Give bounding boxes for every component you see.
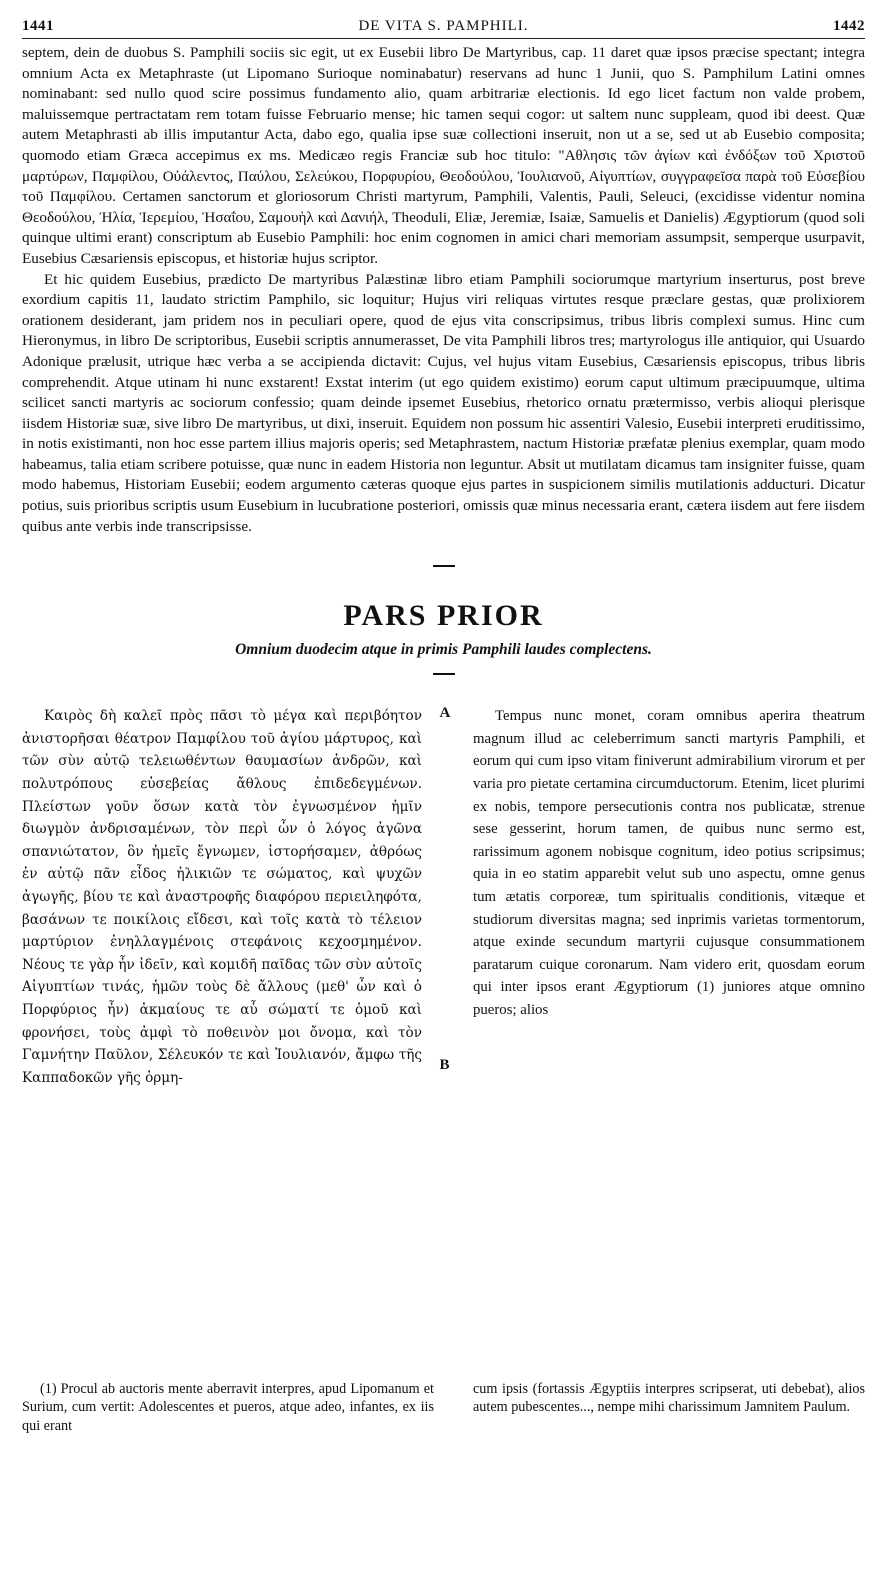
margin-letters [436, 705, 460, 1089]
intro-text [22, 43, 865, 537]
intro-paragraph-2: Et hic quidem Eusebius, prædicto De martyribus Palæstinæ libro etiam Pamphili sociorumque martyrium inserturus, post breve exordium capitis 11, laudato strictim Pamphilo, sic loquitur; Hujus viri reliquas virtutes resque præclare gestas, quæ prolixiorem orationem desiderant, jam pridem nos in peculiari opere, quod de ejus vita conscripsimus, tribus libris complexi sumus. Hinc cum Hieronymus, in libro De scriptoribus, Eusebii scriptis annumerasset, De vita Pamphili libros tres; martyrologus ille antiquior, qui Usuardo Adonique prælusit, utrique hæc verba a se accipienda dictavit: Cujus, vel hujus vitam Eusebius, Cæsariensis episcopus, tribus libris comprehendit. Atque utinam hi nunc exstarent! Exstat interim (ut ego quidem existimo) eorum caput ultimum præcipuumque, ultima scilicet sancti martyris ac sociorum confessio; quam deinde ipsemet Eusebius, rhetorico ornatu prætermisso, verbis alioqui plerisque iisdem Historiæ suæ, sive libro De martyribus, ut dixi, inseruit. Equidem non possum hic assentiri Valesio, Eusebii interpreti eruditissimo, in notis existimanti, non hoc esse partem illius majoris operis; sed Metaphrastem, nactum Historiæ præfatæ plenius exemplar, quam modo habeamus, talia etiam scribere potuisse, quæ nunc in eadem Historia non leguntur. Absit ut mutilatam dicamus tam insigniter fuisse, quam modo habemus, Historiam Eusebii; eodem argumento cæteras quoque ejus partes in suspicionem similis mutilationis adducturi. Dicatur potius, suis prioribus scriptis usum Eusebium in lucubratione posteriori, omissis quæ minus necessaria erant, cætera iisdem aut fere iisdem quibus ante verbis inde transcripsisse. [22, 270, 865, 535]
running-head [22, 18, 865, 39]
running-title: DE VITA S. PAMPHILI. [358, 18, 529, 34]
footnote-right-text: cum ipsis (fortassis Ægyptiis interpres scripserat, uti debebat), alios autem pubescentes..., nempe mihi charissimum Jamnitem Paulum. [473, 1381, 865, 1416]
page-number-right: 1442 [832, 18, 865, 34]
parallel-text [22, 705, 865, 1089]
section-title: PARS PRIOR [343, 599, 544, 633]
footnote-left-text: (1) Procul ab auctoris mente aberravit interpres, apud Lipomanum et Surium, cum vertit: Adolescentes et pueros, atque adeo, infantes, ex iis qui erant [22, 1381, 434, 1434]
footnote-left [22, 1380, 434, 1435]
intro-paragraph-1: septem, dein de duobus S. Pamphili sociis sic egit, ut ex Eusebii libro De Martyribus, cap. 11 daret quæ ipsos præcise spectant; integra omnium Acta ex Metaphraste (ut Lipomano Surioque nominabatur) reservans ad hunc 1 Junii, quo S. Pamphilum Latini omnes nominabant: sed nullo quod scire possimus fundamento alio, quam arbitrariæ electionis. Id ego licet factum non valde probem, maluissemque pertractatam rem totam fuisse Februario mense; hic tamen sequi cogor: ut saltem nunc suppleam, quod ibi deest. Quæ autem Metaphrasti ab illis imputantur Acta, dabo ego, qualia ipse suæ collectioni inseruit, non ut a se, sed ut ab Eusebio composita; quomodo etiam Græca accepimus ex ms. Medicæo regis Franciæ sub hoc titulo: "Αθλησις τῶν ἁγίων καὶ ἐνδόξων τοῦ Χριστοῦ μαρτύρων, Παμφίλου, Οὐάλεντος, Παύλου, Σελεύκου, Πορφυρίου, Θεοδούλου, Ἰουλιανοῦ, Αἰγυπτίων, συγγραφεῖσα παρὰ τοῦ Εὐσεβίου τοῦ Παμφίλου. Certamen sanctorum et gloriosorum Christi martyrum, Pamphili, Valentis, Pauli, Seleuci, (excidisse videntur nomina Θεοδούλου, Ἠλία, Ἱερεμίου, Ἡσαΐου, Σαμουὴλ καὶ Δανιήλ, Theoduli, Eliæ, Jeremiæ, Isaiæ, Samuelis et Danielis) Ægyptiorum (quod soli quinque ultimi erant) conscriptum ab Eusebio Pamphili: hoc enim cognomen in amici chari memoriam assumpsit, semperque usurpavit, Eusebius Cæsariensis episcopus, et historiæ hujus scriptor. [22, 44, 865, 267]
footnote-right [473, 1380, 865, 1435]
latin-column [473, 705, 865, 1089]
page-number-left: 1441 [22, 18, 54, 34]
separator-rule [433, 673, 455, 675]
latin-paragraph: Tempus nunc monet, coram omnibus aperira theatrum magnum illud ac celeberrimum sancti martyris Pamphili, et eorum qui cum ipso vitam finiverunt admirabilium virorum et per varia pro pietate certamina circumductorum. Etenim, licet plurimi ex nobis, tempore persecutionis contra nos publicatæ, strenue sese gesserint, horum tamen, de quibus nunc sermo est, rarissimum agonem nobisque cognitum, ideo potius scripsimus; quia in eo statim apparebit velut sub uno aspectu, omne genus tum ætatis corporeæ, tum spiritualis conditionis, vitæque et studiorum diversitas magna; sed inprimis varietas tormentorum, atque exinde secundum martyrii cujusque consummationem paratarum cuique coronarum. Nam videro erit, quosdam eorum qui inter ipsos erant Ægyptiorum (1) juniores atque omnino pueros; alios [473, 708, 865, 1018]
margin-letter-b: B [439, 1057, 450, 1074]
greek-paragraph: Καιρὸς δὴ καλεῖ πρὸς πᾶσι τὸ μέγα καὶ περιβόητον ἀνιστορῆσαι θέατρον Παμφίλου τοῦ ἁγίου μάρτυρος, καὶ τῶν σὺν αὐτῷ τελειωθέντων θαυμασίων ἀνδρῶν, καὶ πολυτρόπους εὐσεβείας ἄθλους ἐπιδεδεγμένων. Πλείστων γοῦν ὅσων κατὰ τὸν ἐγνωσμένον ἡμῖν διωγμὸν ἀνδρισαμένων, τὸν περὶ ὧν ὁ λόγος ἀγῶνα σπανιώτατον, ὃν ἡμεῖς ἔγνωμεν, ἱστορήσαμεν, ἀθρόως ἐν αὐτῷ πᾶν εἶδος ἡλικιῶν τε σώματος, καὶ ψυχῶν ἀγωγῆς, βίου τε καὶ ἀναστροφῆς διαφόρου περιειληφότα, βασάνων τε ποικίλοις εἴδεσι, καὶ τοῖς κατὰ τὸ τέλειον μαρτύριον ἐνηλλαγμένοις στεφάνοις κεχοσμημένον. Νέους τε γὰρ ἦν ἰδεῖν, καὶ κομιδῆ παῖδας τῶν σὺν αὐτοῖς Αἰγυπτίων τινάς, ἡμῶν τοὺς δὲ ἄλλους (μεθ' ὧν καὶ ὁ Πορφύριος ἦν) ἀκμαίους τε αὖ σώματί τε ὁμοῦ καὶ φρονήσει, τοὺς ἀμφὶ τὸ ποθεινὸν μοι ὄνομα, καὶ τὸν Γαμνήτην Παῦλον, Σέλευκόν τε καὶ Ἰουλιανόν, ἄμφω τῆς Καππαδοκῶν γῆς ὁρμη- [22, 708, 422, 1086]
greek-column [22, 705, 422, 1089]
footnotes [22, 1380, 865, 1435]
margin-letter-a: A [439, 705, 451, 722]
separator-rule [433, 565, 455, 567]
section-subtitle: Omnium duodecim atque in primis Pamphili laudes complectens. [235, 641, 652, 659]
